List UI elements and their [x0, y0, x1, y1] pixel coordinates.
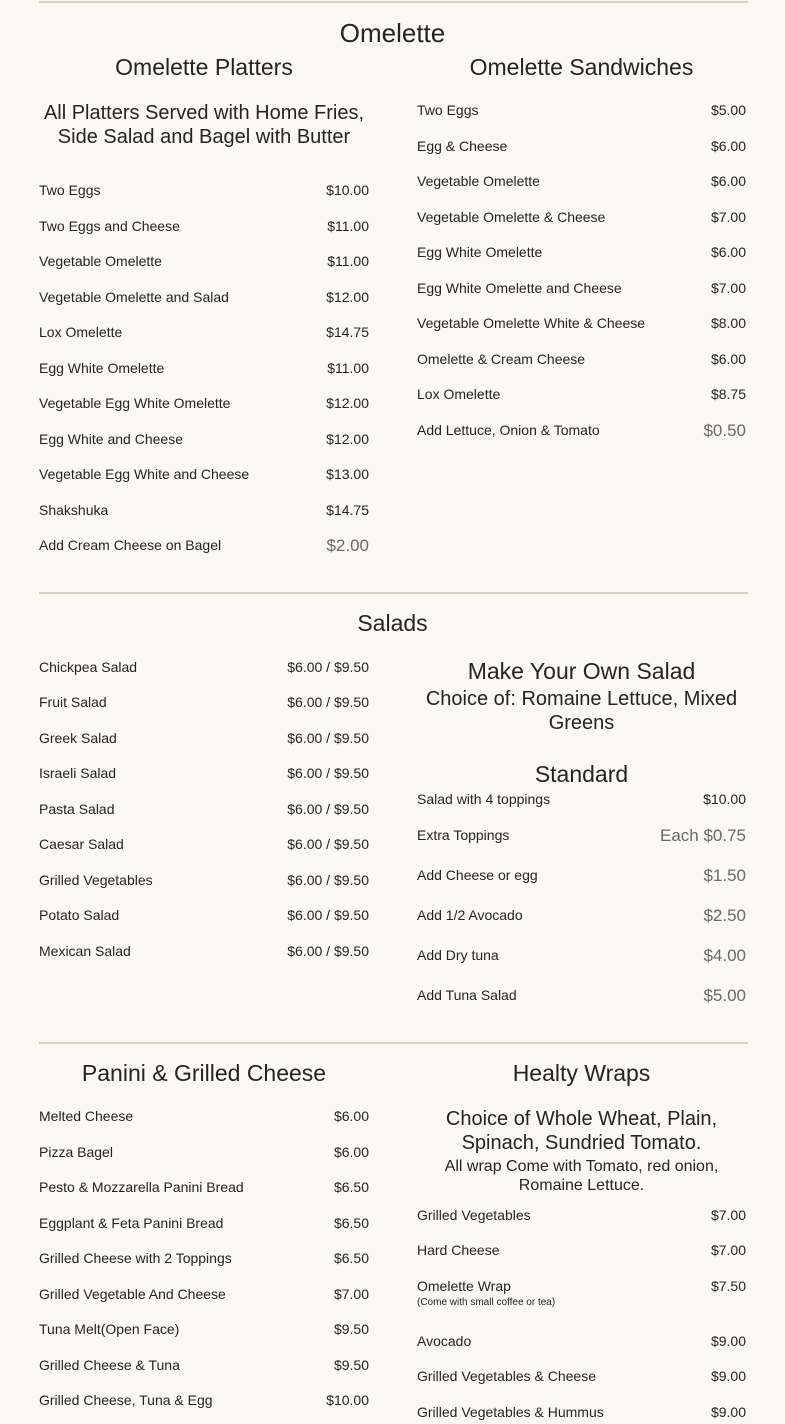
menu-item: [39, 431, 369, 451]
item-price: $8.00: [710, 315, 746, 331]
menu-item: [417, 244, 746, 264]
item-name: Egg White Omelette: [417, 244, 543, 260]
item-name: Vegetable Egg White and Cheese: [39, 466, 250, 482]
item-name: Add Dry tuna: [417, 947, 499, 963]
item-price: $6.00 / $9.50: [287, 907, 369, 923]
item-name: Pasta Salad: [39, 801, 115, 817]
menu-item: [39, 1144, 369, 1164]
item-name: Vegetable Omelette & Cheese: [417, 209, 606, 225]
menu-item: [39, 1215, 369, 1235]
item-name: Add Lettuce, Onion & Tomato: [417, 422, 600, 438]
item-name: Vegetable Omelette: [417, 173, 540, 189]
item-name: Melted Cheese: [39, 1108, 134, 1124]
item-name: Israeli Salad: [39, 765, 117, 781]
item-price: $9.50: [333, 1321, 369, 1337]
item-name: Lox Omelette: [417, 386, 501, 402]
item-price: $0.50: [703, 421, 746, 440]
item-name: Greek Salad: [39, 730, 117, 746]
item-price: $12.00: [326, 431, 369, 447]
item-price: $7.50: [710, 1278, 746, 1294]
menu-item: [39, 1392, 369, 1412]
item-price: $6.50: [333, 1250, 369, 1266]
menu-item: [39, 836, 369, 856]
menu-item: [39, 1108, 369, 1128]
menu-item: [417, 422, 746, 442]
section-title-wraps: Healty Wraps: [512, 1060, 651, 1086]
item-price: $14.75: [326, 502, 369, 518]
item-price: $12.00: [326, 395, 369, 411]
section-title-omelette: Omelette: [339, 18, 446, 48]
item-name: Shakshuka: [39, 502, 109, 518]
menu-item: [417, 907, 746, 927]
menu-item: [39, 466, 369, 486]
menu-item: [417, 1207, 746, 1227]
item-name: Grilled Vegetables & Cheese: [417, 1368, 596, 1384]
item-price: Each $0.75: [659, 826, 746, 845]
item-price: $6.00 / $9.50: [287, 659, 369, 675]
item-price: $11.00: [327, 253, 369, 269]
item-price: $6.50: [333, 1215, 369, 1231]
item-price: $9.00: [710, 1368, 746, 1384]
item-price: $6.00 / $9.50: [287, 943, 369, 959]
item-name: Grilled Cheese & Tuna: [39, 1357, 180, 1373]
item-price: $6.00: [710, 138, 746, 154]
section-title-panini: Panini & Grilled Cheese: [81, 1060, 327, 1086]
item-name: Grilled Vegetables: [417, 1207, 531, 1223]
menu-item: [417, 867, 746, 887]
item-price: $10.00: [703, 791, 746, 807]
item-price: $2.50: [703, 906, 746, 925]
menu-item: [39, 537, 369, 557]
item-price: $1.50: [703, 866, 746, 885]
menu-item: [39, 730, 369, 750]
item-price: $7.00: [710, 1207, 746, 1223]
menu-item: [39, 182, 369, 202]
item-price: $14.75: [326, 324, 369, 340]
wraps-note-small: All wrap Come with Tomato, red onion, Romaine Lettuce.: [444, 1158, 719, 1194]
item-name: Vegetable Omelette: [39, 253, 162, 269]
item-price: $5.00: [703, 986, 746, 1005]
item-price: $4.00: [703, 946, 746, 965]
menu-item: [39, 253, 369, 273]
item-price: $10.00: [326, 182, 369, 198]
item-price: $11.00: [327, 218, 369, 234]
item-price: $6.00 / $9.50: [287, 694, 369, 710]
menu-item: [39, 502, 369, 522]
menu-item: [39, 1321, 369, 1341]
item-name: Grilled Vegetables & Hummus: [417, 1404, 604, 1420]
menu-item: [417, 1242, 746, 1262]
item-name: Tuna Melt(Open Face): [39, 1321, 180, 1337]
menu-item: [39, 1357, 369, 1377]
menu-item: [417, 351, 746, 371]
menu-item: [417, 315, 746, 335]
item-price: $8.75: [710, 386, 746, 402]
item-price: $7.00: [710, 209, 746, 225]
item-name: Add 1/2 Avocado: [417, 907, 523, 923]
item-price: $2.00: [326, 536, 369, 555]
item-price: $5.00: [710, 102, 746, 118]
item-name: Lox Omelette: [39, 324, 123, 340]
divider: [39, 1042, 748, 1044]
item-price: $6.00: [710, 173, 746, 189]
item-name: Fruit Salad: [39, 694, 107, 710]
item-name: Grilled Vegetable And Cheese: [39, 1286, 226, 1302]
item-price: $6.00: [710, 351, 746, 367]
item-price: $6.00 / $9.50: [287, 765, 369, 781]
item-name: Add Cheese or egg: [417, 867, 538, 883]
menu-item: [39, 1250, 369, 1270]
item-name: Egg White Omelette: [39, 360, 165, 376]
item-price: $6.00: [710, 244, 746, 260]
item-name: Add Tuna Salad: [417, 987, 517, 1003]
menu-item: [417, 1333, 746, 1353]
item-name: Hard Cheese: [417, 1242, 500, 1258]
item-name: Egg & Cheese: [417, 138, 508, 154]
item-name: Extra Toppings: [417, 827, 510, 843]
item-name: Two Eggs: [39, 182, 101, 198]
item-name: Salad with 4 toppings: [417, 791, 551, 807]
menu-item: [39, 765, 369, 785]
item-price: $6.00 / $9.50: [287, 836, 369, 852]
menu-item: [417, 1278, 746, 1308]
item-name: Grilled Vegetables: [39, 872, 153, 888]
divider: [39, 1, 748, 3]
menu-item: [39, 218, 369, 238]
item-name: Two Eggs and Cheese: [39, 218, 180, 234]
menu-item: [417, 791, 746, 811]
menu-item: [417, 1368, 746, 1388]
item-price: $6.00 / $9.50: [287, 730, 369, 746]
subsection-title-standard: Standard: [534, 761, 629, 787]
item-price: $7.00: [333, 1286, 369, 1302]
item-name: Pesto & Mozzarella Panini Bread: [39, 1179, 244, 1195]
item-name: Potato Salad: [39, 907, 120, 923]
item-price: $11.00: [327, 360, 369, 376]
item-price: $13.00: [326, 466, 369, 482]
item-price: $7.00: [710, 1242, 746, 1258]
menu-item: [417, 173, 746, 193]
menu-item: [417, 280, 746, 300]
menu-item: [417, 138, 746, 158]
item-price: $9.50: [333, 1357, 369, 1373]
menu-item: [39, 943, 369, 963]
item-name: Avocado: [417, 1333, 472, 1349]
menu-item: [39, 1286, 369, 1306]
item-name: Pizza Bagel: [39, 1144, 113, 1160]
item-price: $10.00: [326, 1392, 369, 1408]
item-name: Add Cream Cheese on Bagel: [39, 537, 222, 553]
menu-item: [39, 395, 369, 415]
item-name: Grilled Cheese with 2 Toppings: [39, 1250, 232, 1266]
item-name: Vegetable Omelette and Salad: [39, 289, 229, 305]
item-price: $12.00: [326, 289, 369, 305]
own-salad-note: Choice of: Romaine Lettuce, Mixed Greens: [425, 688, 738, 734]
menu-item: [39, 360, 369, 380]
menu-item: [417, 1404, 746, 1424]
item-name: Omelette & Cream Cheese: [417, 351, 586, 367]
item-price: $6.50: [333, 1179, 369, 1195]
item-name: Vegetable Omelette White & Cheese: [417, 315, 646, 331]
section-title-platters: Omelette Platters: [115, 54, 293, 80]
item-price: $9.00: [710, 1333, 746, 1349]
item-name: Grilled Cheese, Tuna & Egg: [39, 1392, 213, 1408]
item-name: Omelette Wrap: [417, 1278, 511, 1294]
menu-item: [417, 987, 746, 1007]
menu-item: [417, 386, 746, 406]
menu-item: [39, 872, 369, 892]
item-price: $6.00 / $9.50: [287, 801, 369, 817]
item-name: Two Eggs: [417, 102, 479, 118]
menu-item: [39, 694, 369, 714]
menu-item: [39, 1179, 369, 1199]
item-name: Mexican Salad: [39, 943, 131, 959]
item-name: Chickpea Salad: [39, 659, 138, 675]
menu-item: [417, 827, 746, 847]
menu-item: [417, 102, 746, 122]
item-price: $9.00: [710, 1404, 746, 1420]
item-name: Egg White Omelette and Cheese: [417, 280, 622, 296]
menu-item: [417, 947, 746, 967]
menu-item: [39, 289, 369, 309]
section-title-own-salad: Make Your Own Salad: [467, 658, 696, 684]
menu-item: [39, 801, 369, 821]
item-price: $7.00: [710, 280, 746, 296]
item-price: $6.00: [333, 1144, 369, 1160]
item-name: Eggplant & Feta Panini Bread: [39, 1215, 224, 1231]
section-title-sandwiches: Omelette Sandwiches: [469, 54, 694, 80]
item-price: $6.00 / $9.50: [287, 872, 369, 888]
menu-item: [39, 659, 369, 679]
item-price: $6.00: [333, 1108, 369, 1124]
item-name: Vegetable Egg White Omelette: [39, 395, 231, 411]
section-title-salads: Salads: [357, 610, 428, 636]
menu-item: [39, 907, 369, 927]
item-note: (Come with small coffee or tea): [417, 1297, 556, 1308]
wraps-note: Choice of Whole Wheat, Plain, Spinach, Sundried Tomato.: [445, 1108, 718, 1154]
menu-item: [39, 324, 369, 344]
item-name: Egg White and Cheese: [39, 431, 183, 447]
item-name: Caesar Salad: [39, 836, 124, 852]
platters-note: All Platters Served with Home Fries, Side Salad and Bagel with Butter: [43, 102, 365, 148]
menu-item: [417, 209, 746, 229]
divider: [39, 592, 748, 594]
